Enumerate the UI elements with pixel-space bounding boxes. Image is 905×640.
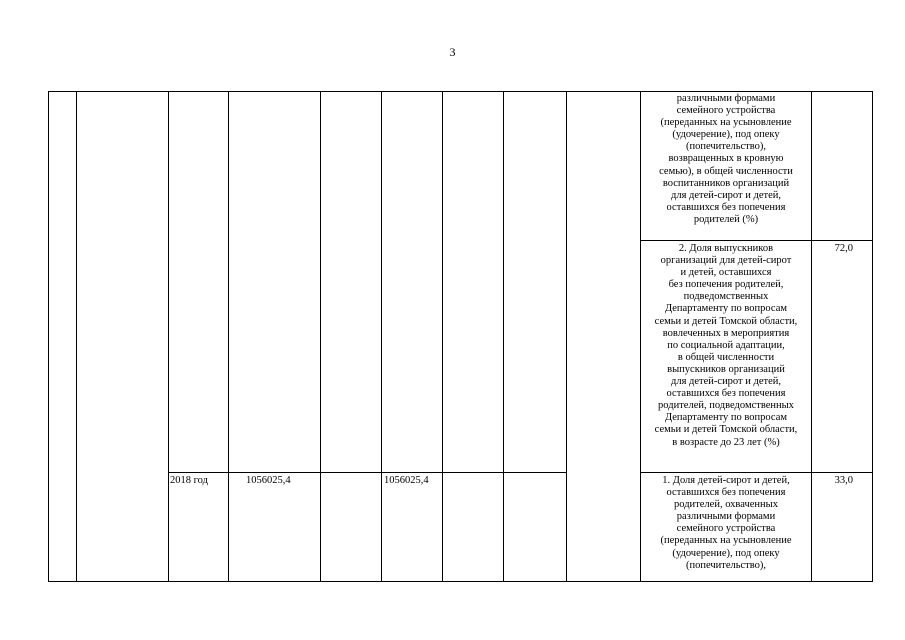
text-line: семейного устройства <box>676 105 776 117</box>
text-line: (удочерение), под опеку <box>672 547 780 559</box>
indicator-cell-continued <box>641 93 811 226</box>
text-line: в общей численности <box>677 351 775 363</box>
text-line: семейного устройства <box>676 523 776 535</box>
text-line: родителей (%) <box>693 213 759 225</box>
indicator-value-cell-2: 72,0 <box>834 243 853 254</box>
column-border <box>381 91 382 582</box>
text-line: вовлеченных в мероприятия <box>662 327 790 339</box>
indicator-value-cell-1: 33,0 <box>834 475 853 486</box>
column-border <box>566 91 567 582</box>
text-line: родителей, охваченных <box>674 499 778 511</box>
text-line: подведомственных <box>683 291 769 303</box>
text-line: (переданных на усыновление <box>660 535 792 547</box>
column-border <box>442 91 443 582</box>
text-line: семью), в общей численности <box>659 165 793 177</box>
text-line: в возрасте до 23 лет (%) <box>672 436 780 448</box>
text-line: Департаменту по вопросам <box>664 412 788 424</box>
text-line: (удочерение), под опеку <box>672 129 780 141</box>
text-line: Департаменту по вопросам <box>664 303 788 315</box>
text-line: оставшихся без попечения <box>666 201 786 213</box>
row-divider <box>640 472 873 473</box>
page-number: 3 <box>449 45 456 59</box>
total-funding-cell: 1056025,4 <box>246 475 291 486</box>
column-border <box>811 91 812 582</box>
column-border <box>48 91 49 582</box>
text-line: 2. Доля выпускников <box>678 243 774 254</box>
text-line: воспитанников организаций <box>662 177 790 189</box>
year-cell: 2018 год <box>170 475 208 486</box>
text-line: для детей-сирот и детей, <box>671 189 781 201</box>
text-line: семьи и детей Томской области, <box>654 424 798 436</box>
text-line: и детей, оставшихся <box>680 267 772 279</box>
table-bottom-border <box>48 581 873 582</box>
text-line: семьи и детей Томской области, <box>654 315 798 327</box>
row-divider <box>640 240 873 241</box>
text-line: оставшихся без попечения <box>666 487 786 499</box>
text-line: 1. Доля детей-сирот и детей, <box>662 475 790 486</box>
column-border <box>872 91 873 582</box>
text-line: по социальной адаптации, <box>667 339 785 351</box>
text-line: без попечения родителей, <box>668 279 784 291</box>
text-line: различными формами <box>676 511 776 523</box>
text-line: родителей, подведомственных <box>658 400 794 412</box>
text-line: (попечительство), <box>685 141 767 153</box>
text-line: различными формами <box>676 93 776 104</box>
column-border <box>168 91 169 582</box>
column-border <box>228 91 229 582</box>
text-line: выпускников организаций <box>667 363 785 375</box>
text-line: (переданных на усыновление <box>660 117 792 129</box>
column-border <box>503 91 504 582</box>
indicator-cell-1 <box>641 475 811 572</box>
text-line: организаций для детей-сирот <box>660 255 792 267</box>
text-line: для детей-сирот и детей, <box>671 376 781 388</box>
indicator-cell-2 <box>641 243 811 449</box>
table-top-border <box>48 91 873 92</box>
text-line: оставшихся без попечения <box>666 388 786 400</box>
column-border <box>76 91 77 582</box>
regional-funding-cell: 1056025,4 <box>384 475 429 486</box>
column-border <box>320 91 321 582</box>
text-line: возвращенных в кровную <box>668 153 784 165</box>
text-line: (попечительство), <box>685 559 767 571</box>
